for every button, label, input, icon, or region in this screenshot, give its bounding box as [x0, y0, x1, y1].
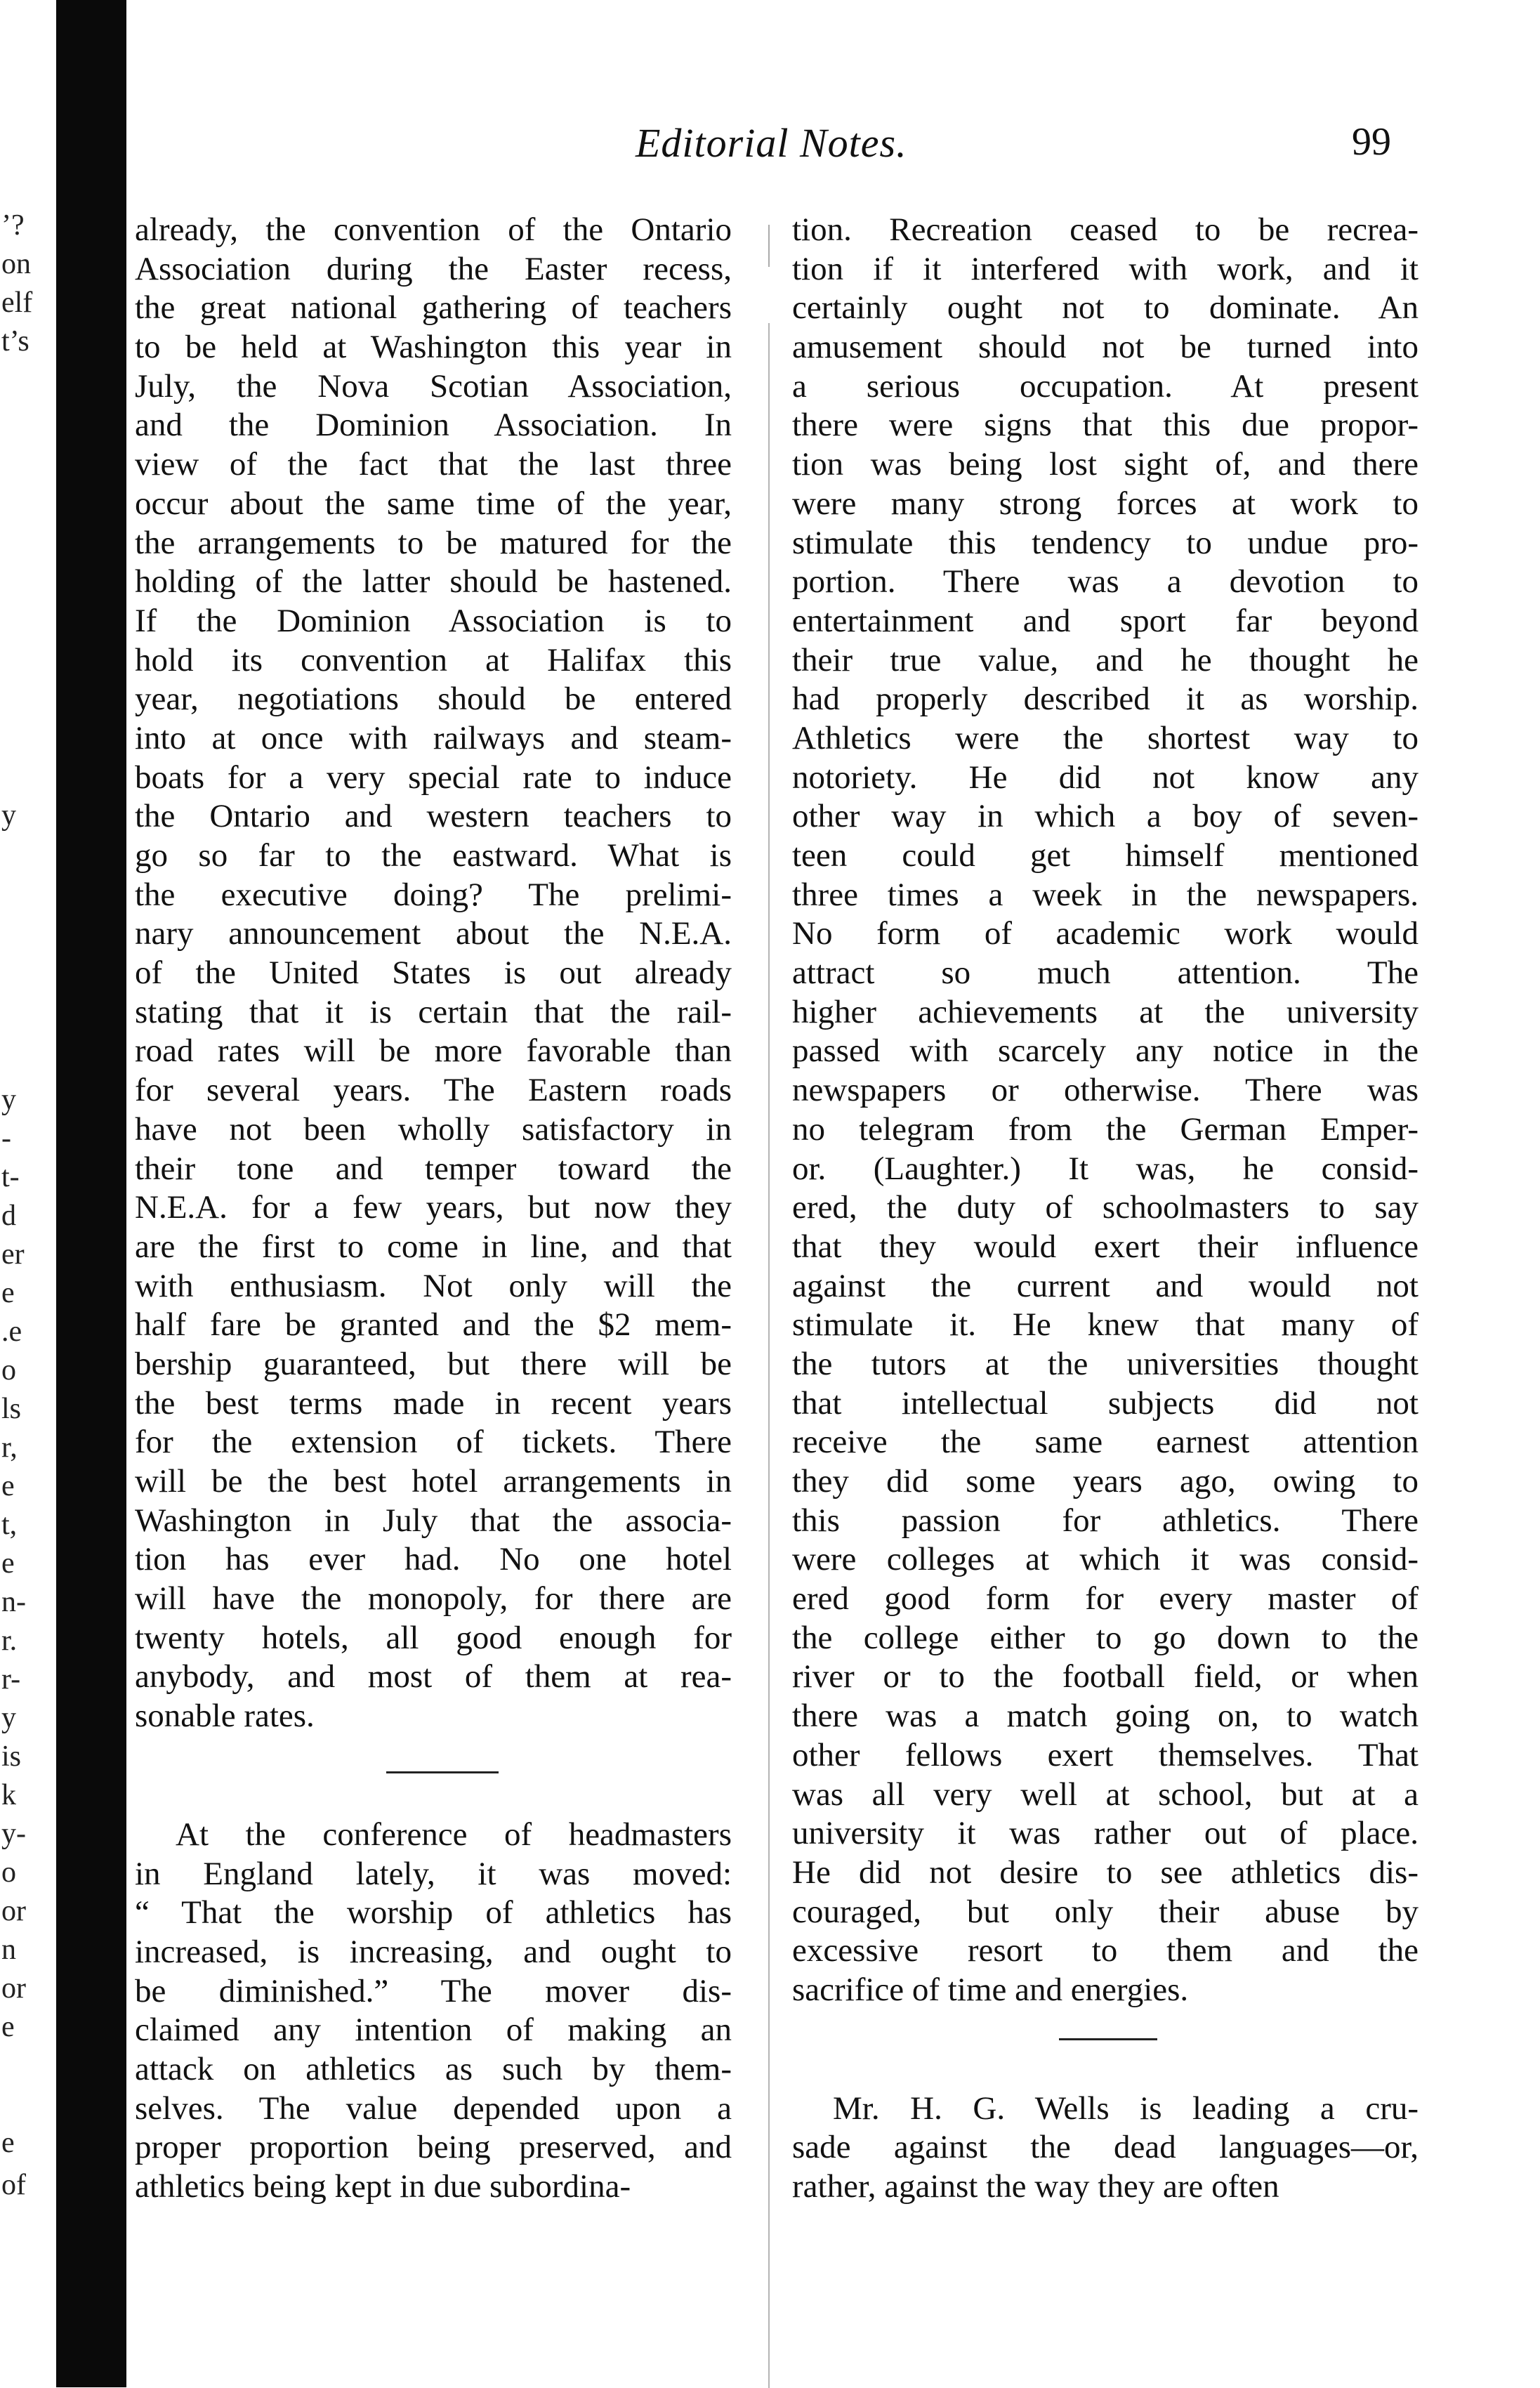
right-paragraph-athletics: [792, 211, 1419, 2010]
text-line: couraged, but only their abuse by: [792, 1893, 1419, 1930]
margin-bleed-fragment: or: [1, 1895, 26, 1927]
text-line: tion has ever had. No one hotel: [135, 1541, 732, 1578]
margin-bleed-fragment: t’s: [1, 325, 29, 357]
section-gap: [792, 2040, 1419, 2090]
text-line: other fellows exert themselves. That: [792, 1736, 1419, 1773]
margin-bleed-fragment: o: [1, 1354, 16, 1386]
text-line: attract so much attention. The: [792, 954, 1419, 992]
margin-bleed-fragment: er: [1, 1238, 25, 1271]
text-line: river or to the football field, or when: [792, 1658, 1419, 1695]
text-line: excessive resort to them and the: [792, 1932, 1419, 1969]
text-line: to be held at Washington this year in: [135, 329, 732, 366]
text-line: will be the best hotel arrangements in: [135, 1463, 732, 1500]
text-line: occur about the same time of the year,: [135, 485, 732, 522]
text-line: amusement should not be turned into: [792, 329, 1419, 366]
margin-bleed-fragment: of: [1, 2169, 26, 2201]
margin-bleed-fragment: e: [1, 1547, 15, 1580]
text-line: notoriety. He did not know any: [792, 759, 1419, 796]
text-line: stating that it is certain that the rail-: [135, 993, 732, 1030]
margin-bleed-fragment: on: [1, 248, 31, 280]
text-line: At the conference of headmasters: [176, 1816, 732, 1853]
text-line: into at once with railways and steam-: [135, 719, 732, 756]
text-line: athletics being kept in due subordina-: [135, 2168, 631, 2205]
text-line: will have the monopoly, for there are: [135, 1580, 732, 1618]
text-line: stimulate this tendency to undue pro-: [792, 524, 1419, 561]
running-head: [0, 119, 1540, 176]
text-line: road rates will be more favorable than: [135, 1032, 732, 1070]
text-line: the tutors at the universities thought: [792, 1345, 1419, 1382]
text-line: newspapers or otherwise. There was: [792, 1072, 1419, 1109]
margin-bleed-fragment: ls: [1, 1393, 22, 1425]
margin-bleed-fragment: e: [1, 1277, 15, 1309]
text-line: already, the convention of the Ontario: [135, 211, 732, 248]
margin-bleed-fragment: elf: [1, 287, 33, 319]
margin-bleed-fragment: y: [1, 799, 16, 832]
margin-bleed-fragment: t-: [1, 1161, 20, 1193]
facing-page-margin-bleed: [0, 0, 56, 2387]
text-line: anybody, and most of them at rea-: [135, 1658, 732, 1695]
text-line: be diminished.” The mover dis-: [135, 1972, 732, 2009]
margin-bleed-fragment: y: [1, 1084, 16, 1116]
text-line: the great national gathering of teachers: [135, 289, 732, 327]
text-line: Association during the Easter recess,: [135, 250, 732, 287]
text-line: a serious occupation. At present: [792, 367, 1419, 405]
text-line: that they would exert their influence: [792, 1228, 1419, 1265]
text-line: go so far to the eastward. What is: [135, 837, 732, 874]
text-line: bership guaranteed, but there will be: [135, 1345, 732, 1382]
text-line: were colleges at which it was consid-: [792, 1541, 1419, 1578]
running-title: Editorial Notes.: [636, 120, 907, 166]
text-line: in England lately, it was moved:: [135, 1855, 732, 1892]
text-line: tion was being lost sight of, and there: [792, 446, 1419, 483]
text-line: for the extension of tickets. There: [135, 1424, 732, 1461]
text-line: was all very well at school, but at a: [792, 1776, 1419, 1813]
margin-bleed-fragment: n: [1, 1934, 16, 1966]
text-line: entertainment and sport far beyond: [792, 602, 1419, 639]
text-line: other way in which a boy of seven-: [792, 798, 1419, 835]
right-column: [792, 211, 1419, 2207]
text-line: teen could get himself mentioned: [792, 837, 1419, 874]
text-line: the arrangements to be matured for the: [135, 524, 732, 561]
text-line: tion. Recreation ceased to be recrea-: [792, 211, 1419, 248]
margin-bleed-fragment: or: [1, 1972, 26, 2005]
text-line: July, the Nova Scotian Association,: [135, 367, 732, 405]
text-line: sonable rates.: [135, 1698, 315, 1735]
left-paragraph-headmasters: [135, 1816, 732, 2207]
text-line: the Ontario and western teachers to: [135, 798, 732, 835]
text-line: Mr. H. G. Wells is leading a cru-: [833, 2090, 1419, 2127]
text-line: three times a week in the newspapers.: [792, 876, 1419, 913]
text-line: no telegram from the German Emper-: [792, 1110, 1419, 1148]
margin-bleed-fragment: -: [1, 1122, 11, 1155]
text-line: this passion for athletics. There: [792, 1502, 1419, 1539]
text-line: have not been wholly satisfactory in: [135, 1110, 732, 1148]
text-line: university it was rather out of place.: [792, 1815, 1419, 1852]
text-line: hold its convention at Halifax this: [135, 641, 732, 678]
text-line: N.E.A. for a few years, but now they: [135, 1189, 732, 1226]
text-line: increased, is increasing, and ought to: [135, 1933, 732, 1970]
text-line: they did some years ago, owing to: [792, 1463, 1419, 1500]
text-line: twenty hotels, all good enough for: [135, 1619, 732, 1656]
text-line: He did not desire to see athletics dis-: [792, 1854, 1419, 1891]
section-gap: [135, 1773, 732, 1816]
text-line: half fare be granted and the $2 mem-: [135, 1306, 732, 1344]
text-line: had properly described it as worship.: [792, 681, 1419, 718]
margin-bleed-fragment: is: [1, 1740, 22, 1773]
text-line: If the Dominion Association is to: [135, 602, 732, 639]
text-line: holding of the latter should be hastened.: [135, 563, 732, 601]
section-gap: [792, 2010, 1419, 2038]
text-line: there was a match going on, to watch: [792, 1698, 1419, 1735]
text-line: receive the same earnest attention: [792, 1424, 1419, 1461]
text-line: ered, the duty of schoolmasters to say: [792, 1189, 1419, 1226]
binding-gutter-shadow: [56, 0, 126, 2387]
text-line: of the United States is out already: [135, 954, 732, 992]
margin-bleed-fragment: r-: [1, 1663, 21, 1695]
margin-bleed-fragment: y: [1, 1702, 16, 1734]
margin-bleed-fragment: e: [1, 2127, 15, 2159]
right-paragraph-wells: [792, 2090, 1419, 2207]
text-line: claimed any intention of making an: [135, 2012, 732, 2049]
text-line: stimulate it. He knew that many of: [792, 1306, 1419, 1344]
text-line: ered good form for every master of: [792, 1580, 1419, 1618]
column-divider: [768, 225, 770, 2388]
text-line: sade against the dead languages—or,: [792, 2129, 1419, 2166]
text-line: nary announcement about the N.E.A.: [135, 915, 732, 952]
text-line: portion. There was a devotion to: [792, 563, 1419, 601]
text-line: Athletics were the shortest way to: [792, 719, 1419, 756]
text-line: boats for a very special rate to induce: [135, 759, 732, 796]
text-line: higher achievements at the university: [792, 993, 1419, 1030]
text-line: the best terms made in recent years: [135, 1384, 732, 1422]
text-line: and the Dominion Association. In: [135, 407, 732, 444]
margin-bleed-fragment: o: [1, 1856, 16, 1889]
margin-bleed-fragment: r.: [1, 1625, 18, 1657]
text-line: with enthusiasm. Not only will the: [135, 1267, 732, 1304]
text-line: rather, against the way they are often: [792, 2168, 1279, 2205]
margin-bleed-fragment: t,: [1, 1509, 18, 1541]
margin-bleed-fragment: r,: [1, 1431, 18, 1464]
text-line: there were signs that this due propor-: [792, 407, 1419, 444]
page-number: 99: [1352, 120, 1391, 164]
text-line: “ That the worship of athletics has: [135, 1894, 732, 1931]
margin-bleed-fragment: n-: [1, 1586, 26, 1618]
text-line: that intellectual subjects did not: [792, 1384, 1419, 1422]
left-column: [135, 211, 732, 2207]
text-line: passed with scarcely any notice in the: [792, 1032, 1419, 1070]
margin-bleed-fragment: y-: [1, 1818, 26, 1850]
section-gap: [135, 1736, 732, 1771]
text-line: for several years. The Eastern roads: [135, 1072, 732, 1109]
text-line: the executive doing? The prelimi-: [135, 876, 732, 913]
margin-bleed-fragment: k: [1, 1779, 16, 1811]
margin-bleed-fragment: e: [1, 1470, 15, 1502]
text-line: their tone and temper toward the: [135, 1150, 732, 1187]
text-line: No form of academic work would: [792, 915, 1419, 952]
text-line: are the first to come in line, and that: [135, 1228, 732, 1265]
text-line: were many strong forces at work to: [792, 485, 1419, 522]
left-paragraph-convention: [135, 211, 732, 1736]
text-line: Washington in July that the associa-: [135, 1502, 732, 1539]
text-line: attack on athletics as such by them-: [135, 2050, 732, 2087]
text-line: selves. The value depended upon a: [135, 2090, 732, 2127]
margin-bleed-fragment: ’?: [1, 209, 25, 242]
text-line: against the current and would not: [792, 1267, 1419, 1304]
text-line: proper proportion being preserved, and: [135, 2129, 732, 2166]
margin-bleed-fragment: .e: [1, 1316, 22, 1348]
text-line: sacrifice of time and energies.: [792, 1971, 1189, 2008]
text-line: tion if it interfered with work, and it: [792, 250, 1419, 287]
text-line: view of the fact that the last three: [135, 446, 732, 483]
margin-bleed-fragment: e: [1, 2011, 15, 2043]
text-line: the college either to go down to the: [792, 1619, 1419, 1656]
text-line: year, negotiations should be entered: [135, 681, 732, 718]
text-line: their true value, and he thought he: [792, 641, 1419, 678]
margin-bleed-fragment: d: [1, 1200, 16, 1232]
text-line: certainly ought not to dominate. An: [792, 289, 1419, 327]
text-line: or. (Laughter.) It was, he consid-: [792, 1150, 1419, 1187]
